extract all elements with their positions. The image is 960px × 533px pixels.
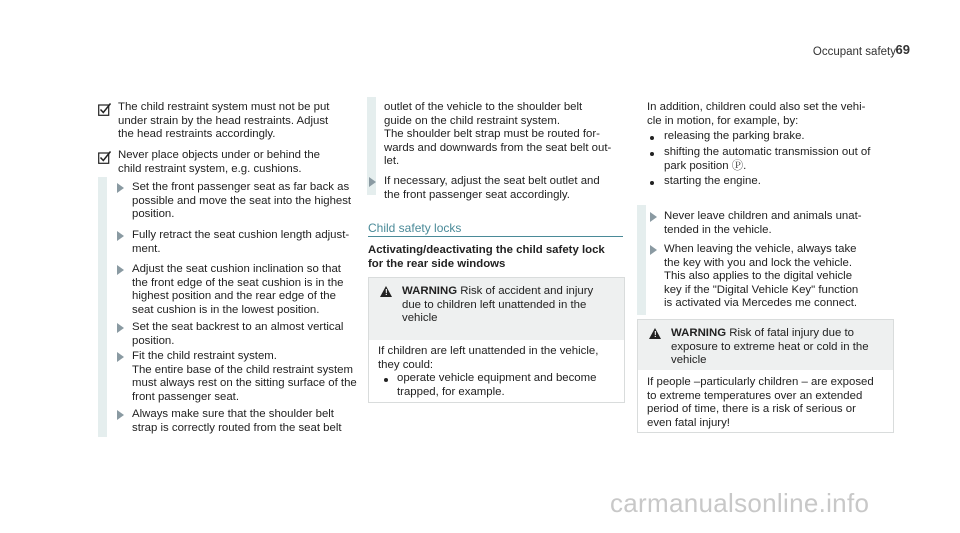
warning-label: WARNING [402,285,458,297]
warning-body: If children are left unattended in the vehicle, they could: [378,345,599,371]
step-arrow-icon [117,410,124,420]
step-adjust-outlet: If necessary, adjust the seat belt outlet and the front passenger seat accordingly. [384,175,600,201]
warning-label: WARNING [671,327,727,339]
bullet-1: releasing the parking brake. [664,130,805,142]
bullet-dot [384,378,388,382]
warning-head-text: WARNING Risk of accident and injury due to children left unattended in the vehicle [402,285,594,325]
step-3: Adjust the seat cushion inclination so that the front edge of the seat cushion is in the highest position and the rear edge of the seat cushion is in the lowest position. [132,263,344,316]
step-2: Fully retract the seat cushion length adjust- ment. [132,229,350,255]
section-title: Occupant safety [812,46,896,58]
warning-head-text: WARNING Risk of fatal injury due to exposure to extreme heat or cold in the vehicle [671,327,869,367]
step-arrow-icon [650,212,657,222]
step-arrow-icon [117,352,124,362]
warning-triangle-icon: ! [649,328,661,339]
step-bar [98,177,107,437]
bullet-dot [650,152,654,156]
subheading: Activating/deactivating the child safety lock for the rear side windows [368,244,605,270]
check-item-2: Never place objects under or behind the child restraint system, e.g. cushions. [118,149,320,175]
warning-box [368,277,625,403]
step-5: Fit the child restraint system. The entire base of the child restraint system must always rest on the sitting surface of the front passenger seat. [132,350,357,403]
step-take-key: When leaving the vehicle, always take the key with you and lock the vehicle. This also applies to the digital vehicle key if the "Digital Vehicle Key" function is activated via Mercedes me connect. [664,243,859,310]
step-arrow-icon [117,265,124,275]
bullet-dot [650,136,654,140]
watermark: carmanualsonline.info [610,488,870,518]
bullet-dot [650,181,654,185]
step-bar [637,205,646,315]
step-arrow-icon [369,177,376,187]
step-6: Always make sure that the shoulder belt strap is correctly routed from the seat belt [132,408,342,434]
warning-box [637,319,894,433]
step-arrow-icon [650,245,657,255]
bullet-3: starting the engine. [664,175,761,187]
page-number: 69 [895,42,910,57]
section-heading-child-safety-locks: Child safety locks [368,221,462,235]
check-item-1: The child restraint system must not be put under strain by the head restraints. Adjust the head restraints accordingly. [118,101,330,141]
warning-bullet-1: operate vehicle equipment and become trapped, for example. [397,372,597,398]
step-never-leave: Never leave children and animals unat- tended in the vehicle. [664,210,862,236]
step-4: Set the seat backrest to an almost vertical position. [132,321,344,347]
step-1: Set the front passenger seat as far back as possible and move the seat into the highest position. [132,181,352,221]
bullet-2: shifting the automatic transmission out of park position Ⓟ. [664,146,871,172]
heading-rule [368,236,623,237]
step-arrow-icon [117,323,124,333]
warning-triangle-icon: ! [380,286,392,297]
checkmark-icon [98,151,111,164]
step-arrow-icon [117,183,124,193]
step-continued: outlet of the vehicle to the shoulder belt guide on the child restraint system. The shoulder belt strap must be routed for- wards and downwards from the seat belt out- let. [384,101,612,168]
checkmark-icon [98,103,111,116]
warning-body: If people –particularly children – are exposed to extreme temperatures over an extended period of time, there is a risk of serious or even fatal injury! [647,376,874,429]
step-arrow-icon [117,231,124,241]
intro-text: In addition, children could also set the vehi- cle in motion, for example, by: [647,101,866,127]
